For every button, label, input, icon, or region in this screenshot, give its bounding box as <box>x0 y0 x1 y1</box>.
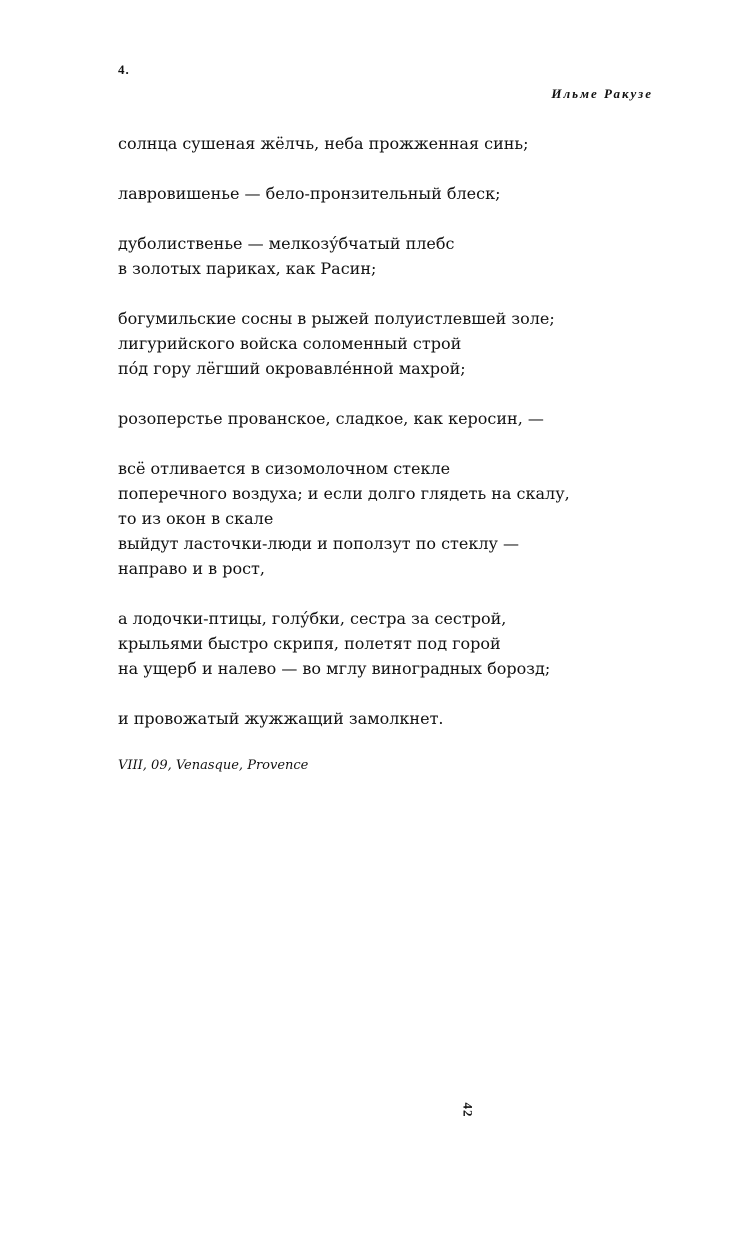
poem-line: по́д гору лёгший окровавле́нной махрой; <box>118 359 466 378</box>
stanza <box>118 181 718 206</box>
poem-line: розоперстье прованское, сладкое, как керосин, — <box>118 409 544 428</box>
poem-line: лигурийского войска соломенный строй <box>118 334 462 353</box>
poem-line: поперечного воздуха; и если долго глядеть на скалу, <box>118 484 570 503</box>
poem-line: выйдут ласточки-люди и поползут по стеклу — <box>118 534 520 553</box>
poem-line: крыльями быстро скрипя, полетят под горой <box>118 634 501 653</box>
poem-line: направо и в рост, <box>118 559 265 578</box>
poem-dateline: VIII, 09, Venasque, Provence <box>118 758 309 773</box>
poem-line: лавровишенье — бело-пронзительный блеск; <box>118 184 501 203</box>
poem-line: а лодочки-птицы, голу́бки, сестра за сестрой, <box>118 609 507 628</box>
stanza <box>118 231 718 281</box>
poem-line: дуболиственье — мелкозу́бчатый плебс <box>118 234 455 253</box>
stanza <box>118 131 718 156</box>
stanza <box>118 606 718 681</box>
stanza <box>118 706 718 731</box>
stanza <box>118 456 718 581</box>
stanza <box>118 306 718 381</box>
poem-line: в золотых париках, как Расин; <box>118 259 377 278</box>
running-head-author: Ильме Ракузе <box>551 86 653 101</box>
poem-line: на ущерб и налево — во мглу виноградных борозд; <box>118 659 551 678</box>
poem-line: то из окон в скале <box>118 509 274 528</box>
poem-line: богумильские сосны в рыжей полуистлевшей золе; <box>118 309 555 328</box>
section-number: 4. <box>118 62 130 77</box>
stanza <box>118 406 718 431</box>
poem-line: и провожатый жужжащий замолкнет. <box>118 709 444 728</box>
poem-line: солнца сушеная жёлчь, неба прожженная синь; <box>118 134 529 153</box>
page-number: 42 <box>460 1102 476 1118</box>
poem-line: всё отливается в сизомолочном стекле <box>118 459 451 478</box>
poem <box>118 131 718 776</box>
